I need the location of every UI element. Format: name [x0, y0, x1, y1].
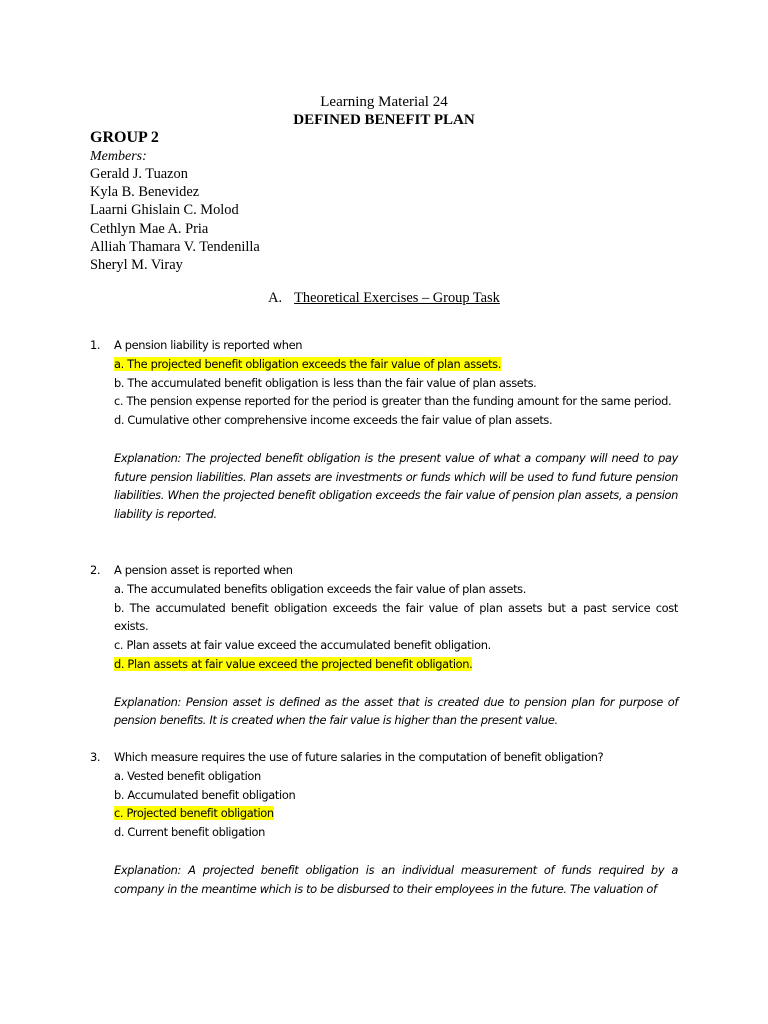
member-name: Gerald J. Tuazon [90, 166, 188, 182]
question-text: A pension liability is reported when [114, 338, 303, 352]
question-number: 1. [90, 338, 101, 352]
member-name: Alliah Thamara V. Tendenilla [90, 238, 260, 255]
question-text: A pension asset is reported when [114, 563, 293, 577]
question-block [90, 748, 678, 898]
explanation-text: Explanation: A projected benefit obligation is an individual measurement of funds required by a company in the meantime which is to be disbursed to their employees in the future. The valuation of [114, 862, 678, 896]
member-name: Kyla B. Benevidez [90, 184, 200, 201]
section-title: Theoretical Exercises – Group Task [294, 290, 500, 306]
explanation-text: Explanation: The projected benefit obligation is the present value of what a company will need to pay future pension liabilities. Plan assets are investments or funds which will be used to fund future pension liabilities. When the projected benefit obligation exceeds the fair value of pension plan assets, a pension liability is reported. [114, 450, 678, 522]
answer-option-highlighted: c. Projected benefit obligation [114, 806, 274, 821]
answer-option: c. Plan assets at fair value exceed the accumulated benefit obligation. [114, 638, 491, 653]
answer-option-highlighted: a. The projected benefit obligation exceeds the fair value of plan assets. [114, 356, 502, 371]
answer-option: b. The accumulated benefit obligation exceeds the fair value of plan assets but a past service cost exists. [114, 600, 678, 634]
member-name: Cethlyn Mae A. Pria [90, 220, 209, 237]
section-heading [0, 289, 768, 307]
answer-option: a. Vested benefit obligation [114, 768, 261, 783]
section-number: A. [268, 290, 283, 306]
answer-option: b. The accumulated benefit obligation is less than the fair value of plan assets. [114, 375, 537, 390]
question-number: 2. [90, 563, 101, 577]
answer-option: c. The pension expense reported for the period is greater than the funding amount for the same period. [114, 394, 672, 409]
question-block [90, 561, 678, 730]
group-name: GROUP 2 [90, 129, 159, 146]
question-number: 3. [90, 750, 101, 764]
document-subtitle: DEFINED BENEFIT PLAN [293, 112, 475, 128]
answer-option: d. Cumulative other comprehensive income exceeds the fair value of plan assets. [114, 413, 553, 428]
member-name: Sheryl M. Viray [90, 257, 183, 274]
members-label: Members: [90, 149, 147, 164]
answer-option: d. Current benefit obligation [114, 825, 266, 840]
explanation-text: Explanation: Pension asset is defined as the asset that is created due to pension plan for purpose of pension benefits. It is created when the fair value is higher than the present value. [114, 694, 678, 728]
members-list [90, 165, 260, 274]
question-block [90, 336, 678, 524]
question-text: Which measure requires the use of future salaries in the computation of benefit obligation? [114, 750, 604, 764]
answer-option: b. Accumulated benefit obligation [114, 787, 296, 802]
answer-option: a. The accumulated benefits obligation exceeds the fair value of plan assets. [114, 581, 527, 596]
document-title: Learning Material 24 [320, 94, 448, 110]
answer-option-highlighted: d. Plan assets at fair value exceed the projected benefit obligation. [114, 656, 473, 671]
member-name: Laarni Ghislain C. Molod [90, 202, 239, 219]
